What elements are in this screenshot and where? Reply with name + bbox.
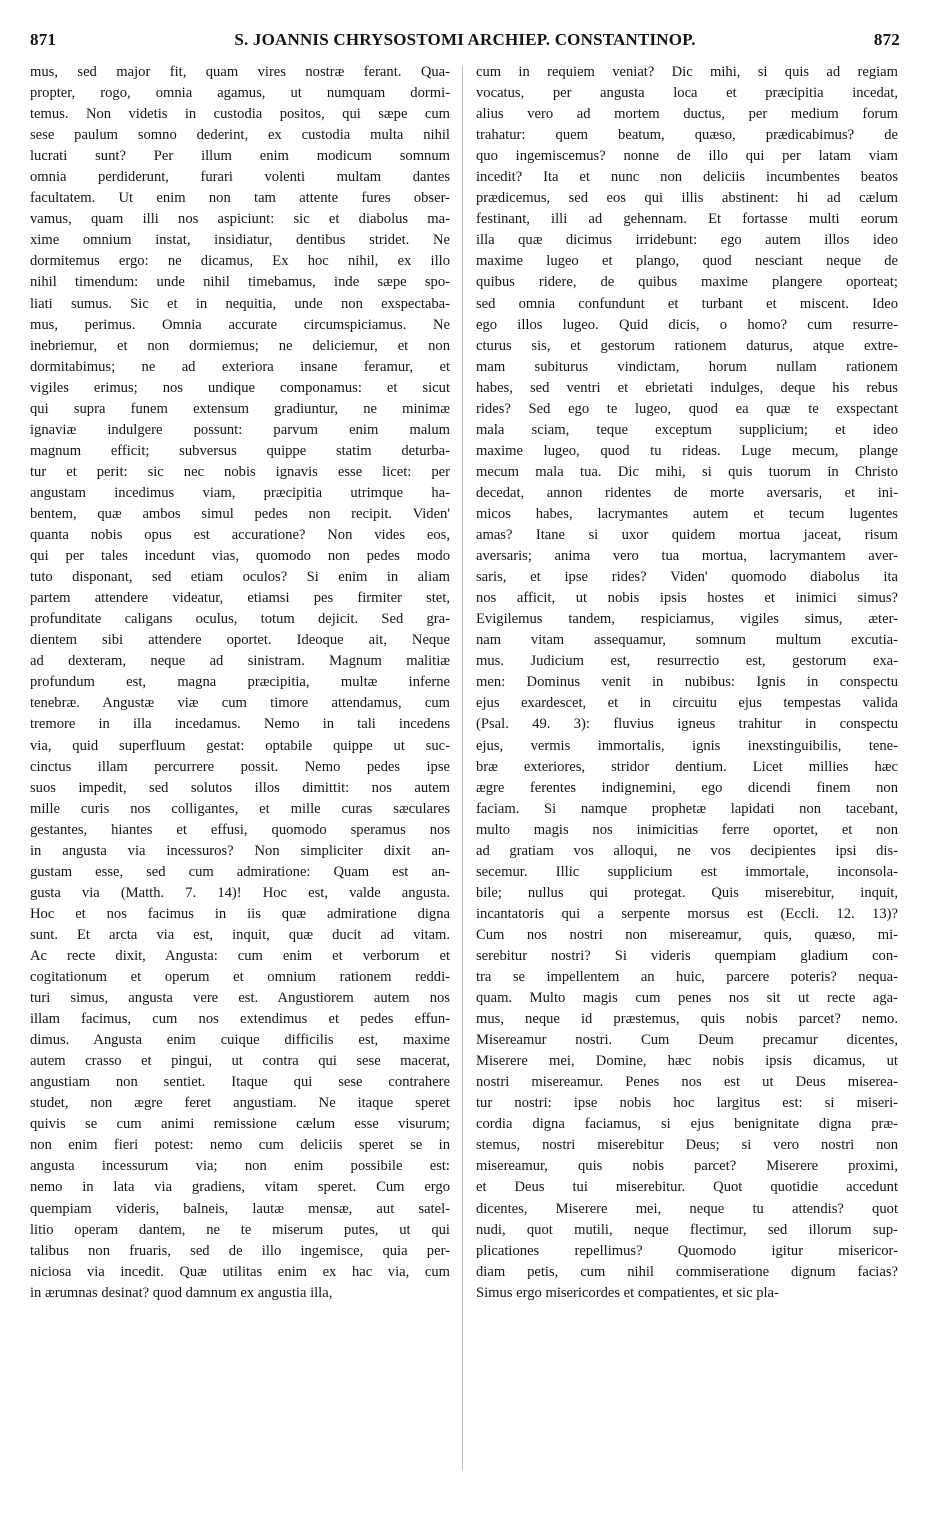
text-line: non enim fieri potest: nemo cum deliciis speret se in bbox=[30, 1137, 450, 1154]
text-line: suos impedit, sed solutos illos dimittit: nos autem bbox=[30, 779, 450, 796]
text-line: inebriemur, et non dormiemus; ne deliciemur, et non bbox=[30, 337, 450, 354]
text-line: mala sciam, teque exceptum supplicium; et ideo bbox=[476, 421, 898, 438]
text-line: via, quid superfluum gestat: optabile quippe ut suc- bbox=[30, 737, 450, 754]
text-line: amas? Itane si uxor quidem mortua jaceat, risum bbox=[476, 527, 898, 544]
text-line: vamus, quam illi nos aspiciunt: sic et diabolus ma- bbox=[30, 211, 450, 228]
text-line: quanta nobis opus est accuratione? Non vides eos, bbox=[30, 527, 450, 544]
text-line: quempiam videris, balneis, lautæ mensæ, aut satel- bbox=[30, 1200, 450, 1217]
page-number-right: 872 bbox=[873, 30, 900, 49]
text-line: tenebræ. Angustæ viæ cum timore attendamus, cum bbox=[30, 695, 450, 712]
text-line: nihil timendum: unde nihil timebamus, inde sæpe spo- bbox=[30, 274, 450, 291]
text-line: dormitemus ergo: ne dicamus, Ex hoc nihil, ex illo bbox=[30, 253, 450, 270]
text-line: vocatus, per angusta loca et præcipitia incedat, bbox=[476, 85, 898, 102]
text-line: litio operam dantem, ne te miserum putes, ut qui bbox=[30, 1221, 450, 1238]
text-line: cturus sis, et gestorum rationem daturus, atque extre- bbox=[476, 337, 898, 354]
text-line: tremore in illa incedamus. Nemo in tali incedens bbox=[30, 716, 450, 733]
text-line: facultatem. Ut enim non tam attente fures obser- bbox=[30, 190, 450, 207]
text-line: dormitabimus; ne ad exteriora insane feramur, et bbox=[30, 358, 450, 375]
text-line: talibus non fruaris, sed de illo ingemisce, quia per- bbox=[30, 1242, 450, 1259]
text-line: stemus, nostri miserebitur Deus; si vero nostri non bbox=[476, 1137, 898, 1154]
text-line: angusta incessurum via; non enim possibile est: bbox=[30, 1158, 450, 1175]
text-line: mus, perimus. Omnia accurate circumspiciamus. Ne bbox=[30, 316, 450, 333]
column-divider bbox=[462, 66, 463, 1470]
text-line: angustiam non sentiet. Itaque qui sese contrahere bbox=[30, 1074, 450, 1091]
text-line: alius vero ad mortem ductus, per medium forum bbox=[476, 106, 898, 123]
text-line: profunditate caligans oculus, totum dejicit. Sed gra- bbox=[30, 611, 450, 628]
text-line: misereamur, quis nobis parcet? Miserere proximi, bbox=[476, 1158, 898, 1175]
text-line: dicentes, Miserere mei, neque tu attendis? quot bbox=[476, 1200, 898, 1217]
text-line: mus, sed major fit, quam vires nostræ ferant. Qua- bbox=[30, 64, 450, 80]
text-line: Simus ergo misericordes et compatientes, et sic pla- bbox=[476, 1284, 779, 1301]
text-line: decedat, annon ridentes de morte aversaris, et ini- bbox=[476, 484, 898, 501]
text-line: vigiles erimus; nos undique componamus: et sicut bbox=[30, 379, 450, 396]
text-line: mecum mala tua. Dic mihi, si quis tuorum in Christo bbox=[476, 463, 898, 480]
text-line: incantatoris qui a serpente morsus est (Eccli. 12. 13)? bbox=[476, 905, 898, 922]
text-line: bentem, quæ ambos simul pedes non recipit. Viden' bbox=[30, 505, 450, 522]
text-line: mus, neque id præstemus, quis nobis parcet? nemo. bbox=[476, 1011, 898, 1028]
text-line: in ærumnas desinat? quod damnum ex angustia illa, bbox=[30, 1284, 333, 1301]
text-line: sed omnia confundunt et turbant et miscent. Ideo bbox=[476, 295, 898, 312]
text-line: mus. Judicium est, resurrectio est, gestorum exa- bbox=[476, 653, 898, 670]
text-line: ad gratiam vos alloqui, ne vos decipientes ipsi dis- bbox=[476, 842, 898, 859]
text-line: nos afficit, ut nobis ipsis hostes et inimici simus? bbox=[476, 590, 898, 607]
text-line: cogitationum et operum et omnium rationem reddi- bbox=[30, 969, 450, 986]
text-line: rides? Sed ego te lugeo, quod ea quæ te exspectant bbox=[476, 400, 898, 417]
text-line: nam vitam assequamur, somnum multum excutia- bbox=[476, 632, 898, 649]
text-line: cinctus illam percurrere possit. Nemo pedes ipse bbox=[30, 758, 450, 775]
text-line: niciosa via incedit. Quæ utilitas enim ex hac via, cum bbox=[30, 1263, 450, 1280]
text-line: ægre ferentes indignemini, ego dicendi finem non bbox=[476, 779, 898, 796]
text-line: sunt. Et arcta via est, inquit, quæ ducit ad vitam. bbox=[30, 926, 450, 943]
text-line: studet, non ægre feret angustiam. Ne itaque speret bbox=[30, 1095, 450, 1112]
text-line: secemur. Illic supplicium est immortale, inconsola- bbox=[476, 863, 898, 880]
text-line: micos habes, lacrymantes autem et tecum lugentes bbox=[476, 505, 898, 522]
text-line: ego illos lugeo. Quid dicis, o homo? cum resurre- bbox=[476, 316, 898, 333]
text-line: cordia digna faciamus, si ejus benignitate digna præ- bbox=[476, 1116, 898, 1133]
text-line: dimus. Angusta enim cuique difficilis est, maxime bbox=[30, 1032, 450, 1049]
text-line: partem attendere videatur, etiamsi pes firmiter stet, bbox=[30, 590, 450, 607]
text-line: lucrati sunt? Per illum enim modicum somnum bbox=[30, 148, 450, 165]
text-line: Miserere mei, Domine, hæc nobis ipsis dicamus, ut bbox=[476, 1053, 898, 1070]
text-line: prædicemus, sed eos qui illis abstinent: hi ad cælum bbox=[476, 190, 898, 207]
text-line: festinant, illi ad gehennam. Et fortasse multi eorum bbox=[476, 211, 898, 228]
text-line: turi simus, angusta vere est. Angustiorem autem nos bbox=[30, 990, 450, 1007]
text-line: cum in requiem veniat? Dic mihi, si quis ad regiam bbox=[476, 64, 898, 80]
text-line: bile; nullus qui protegat. Quis miserebitur, inquit, bbox=[476, 884, 898, 901]
text-line: quivis se cum animi remissione cælum esse visurum; bbox=[30, 1116, 450, 1133]
text-line: ejus, vermis immortalis, ignis inexstinguibilis, tene- bbox=[476, 737, 898, 754]
text-line: diam petis, cum nihil commiseratione dignum facias? bbox=[476, 1263, 898, 1280]
text-line: gestantes, hiantes et effusi, quomodo speramus nos bbox=[30, 821, 450, 838]
text-line: propter, rogo, omnia agamus, ut numquam dormi- bbox=[30, 85, 450, 102]
text-line: quibus ridere, de quibus maxime plangere oporteat; bbox=[476, 274, 898, 291]
text-line: profundum est, magna præcipitia, multæ inferne bbox=[30, 674, 450, 691]
text-line: tur et perit: sic nec nobis ignavis esse licet: per bbox=[30, 463, 450, 480]
text-line: serebitur nostri? Si videris quempiam gladium con- bbox=[476, 947, 898, 964]
text-line: trahatur: quem beatum, quæso, prædicabimus? de bbox=[476, 127, 898, 144]
text-line: gusta via (Matth. 7. 14)! Hoc est, valde angusta. bbox=[30, 884, 450, 901]
text-line: tuto disponant, sed etiam oculos? Si enim in aliam bbox=[30, 569, 450, 586]
text-line: sese paulum somno dederint, ex custodia multa nihil bbox=[30, 127, 450, 144]
text-line: tur nostri: ipse nobis hoc largitus est: si miseri- bbox=[476, 1095, 898, 1112]
text-line: illam facimus, cum nos extendimus et pedes effun- bbox=[30, 1011, 450, 1028]
text-line: Ac recte dixit, Angusta: cum enim et verborum et bbox=[30, 947, 450, 964]
text-line: nostri misereamur. Penes nos est ut Deus miserea- bbox=[476, 1074, 898, 1091]
text-line: Hoc et nos facimus in iis quæ admiratione digna bbox=[30, 905, 450, 922]
text-line: autem crasso et pingui, ut contra qui sese macerat, bbox=[30, 1053, 450, 1070]
text-line: quam. Multo magis cum penes nos sit ut recte aga- bbox=[476, 990, 898, 1007]
text-line: ignaviæ indulgere possunt: parvum enim malum bbox=[30, 421, 450, 438]
text-line: multo magis nos inimicitias ferre oportet, et non bbox=[476, 821, 898, 838]
text-line: nudi, quot mutili, neque flectimur, sed illorum sup- bbox=[476, 1221, 898, 1238]
left-column bbox=[30, 62, 450, 1304]
text-line: magnum efficit; subversus quippe statim deturba- bbox=[30, 442, 450, 459]
text-line: gustam esse, sed cum admiratione: Quam est an- bbox=[30, 863, 450, 880]
text-line: tra se impellentem an huic, parcere poteris? nequa- bbox=[476, 969, 898, 986]
text-line: mille curis nos colligantes, et mille curas sæculares bbox=[30, 800, 450, 817]
text-line: in angusta via incessuros? Non simpliciter dixit an- bbox=[30, 842, 450, 859]
text-line: Misereamur nostri. Cum Deum precamur dicentes, bbox=[476, 1032, 898, 1049]
text-line: aversaris; anima vero tua mortua, lacrymantem aver- bbox=[476, 548, 898, 565]
text-line: liati sumus. Sic et in nequitia, unde non exspectaba- bbox=[30, 295, 450, 312]
text-line: temus. Non videtis in custodia positos, qui sæpe cum bbox=[30, 106, 450, 123]
text-line: angustam incedimus viam, præcipitia utrimque ha- bbox=[30, 484, 450, 501]
text-line: omnia perdiderunt, furari volenti multam dantes bbox=[30, 169, 450, 186]
text-line: saris, et ipse rides? Viden' quomodo diabolus ita bbox=[476, 569, 898, 586]
text-line: faciam. Si namque prophetæ lapidati non tacebant, bbox=[476, 800, 898, 817]
text-line: maxime lugeo et plango, quod nesciant neque de bbox=[476, 253, 898, 270]
text-line: et Deus tui miserebitur. Quot quotidie accedunt bbox=[476, 1179, 898, 1196]
right-column bbox=[476, 62, 898, 1304]
running-title: S. JOANNIS CHRYSOSTOMI ARCHIEP. CONSTANTINOP. bbox=[234, 30, 696, 49]
text-line: maxime lugeo, quod tu rideas. Luge mecum, plange bbox=[476, 442, 898, 459]
running-header bbox=[30, 30, 900, 56]
text-line: quo ingemiscemus? nonne de illo qui per latam viam bbox=[476, 148, 898, 165]
text-line: Evigilemus tandem, respiciamus, vigiles simus, æter- bbox=[476, 611, 898, 628]
text-line: Cum nos nostri non misereamur, quis, quæso, mi- bbox=[476, 926, 898, 943]
text-line: mam subiturus vindictam, horum nullam rationem bbox=[476, 358, 898, 375]
text-line: habes, sed ventri et ebrietati indulges, deque his rebus bbox=[476, 379, 898, 396]
text-line: ad dexteram, neque ad sinistram. Magnum malitiæ bbox=[30, 653, 450, 670]
text-line: illa quæ dicimus irridebunt: ego autem illos ideo bbox=[476, 232, 898, 249]
text-line: qui per tales incedunt vias, quomodo non pedes modo bbox=[30, 548, 450, 565]
text-line: xime omnium instat, insidiatur, dentibus stridet. Ne bbox=[30, 232, 450, 249]
text-line: dientem sibi attendere oportet. Ideoque ait, Neque bbox=[30, 632, 450, 649]
text-line: (Psal. 49. 3): fluvius igneus trahitur in conspectu bbox=[476, 716, 898, 733]
text-line: ejus exardescet, et in circuitu ejus tempestas valida bbox=[476, 695, 898, 712]
text-line: men: Dominus venit in nubibus: Ignis in conspectu bbox=[476, 674, 898, 691]
text-line: incedit? Ita et nunc non deliciis incumbentes beatos bbox=[476, 169, 898, 186]
text-line: nemo in lata via gradiens, vitam speret. Cum ergo bbox=[30, 1179, 450, 1196]
page-number-left: 871 bbox=[30, 30, 57, 49]
text-line: bræ exteriores, stridor dentium. Licet millies hæc bbox=[476, 758, 898, 775]
text-line: qui supra funem extensum gradiuntur, ne minimæ bbox=[30, 400, 450, 417]
text-line: plicationes repellimus? Quomodo igitur misericor- bbox=[476, 1242, 898, 1259]
